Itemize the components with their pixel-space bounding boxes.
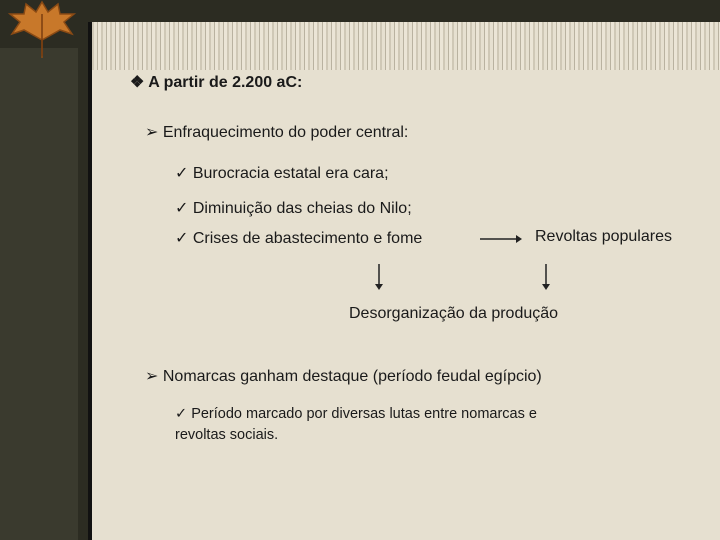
diamond-bullet-icon: ❖ <box>130 74 145 91</box>
heading <box>130 72 302 92</box>
heading-text: A partir de 2.200 aC: <box>148 74 303 91</box>
sub-bullet-2-text: Diminuição das cheias do Nilo; <box>192 200 412 217</box>
bullet-2-text: Nomarcas ganham destaque (período feudal egípcio) <box>162 368 542 385</box>
sub-bullet-3-text: Crises de abastecimento e fome <box>192 230 423 247</box>
bullet-1-text: Enfraquecimento do poder central: <box>162 124 409 141</box>
bullet-1 <box>145 122 408 142</box>
bullet-2 <box>145 366 542 386</box>
down-arrow-icon <box>539 262 553 290</box>
title-band <box>92 22 720 70</box>
sub-bullet-4-line-1 <box>175 406 537 422</box>
arrowhead-bullet-icon: ➢ <box>145 124 159 141</box>
autumn-leaf-icon <box>2 0 82 64</box>
check-icon: ✓ <box>175 200 189 217</box>
revoltas-populares: Revoltas populares <box>535 228 672 245</box>
sub-bullet-3 <box>175 228 422 248</box>
sub-bullet-1-text: Burocracia estatal era cara; <box>192 165 389 182</box>
arrowhead-bullet-icon: ➢ <box>145 368 159 385</box>
sub-bullet-4-text: Período marcado por diversas lutas entre nomarcas e <box>191 406 537 422</box>
desorganizacao-producao: Desorganização da produção <box>349 305 559 322</box>
right-arrow-icon <box>478 232 522 246</box>
content-panel <box>88 22 720 540</box>
sub-bullet-4-line-2: revoltas sociais. <box>175 427 279 443</box>
check-icon: ✓ <box>175 406 188 422</box>
sub-bullet-2 <box>175 198 412 218</box>
down-arrow-icon <box>372 262 386 290</box>
left-stripe <box>0 48 78 540</box>
check-icon: ✓ <box>175 165 189 182</box>
check-icon: ✓ <box>175 230 189 247</box>
sub-bullet-1 <box>175 163 389 183</box>
